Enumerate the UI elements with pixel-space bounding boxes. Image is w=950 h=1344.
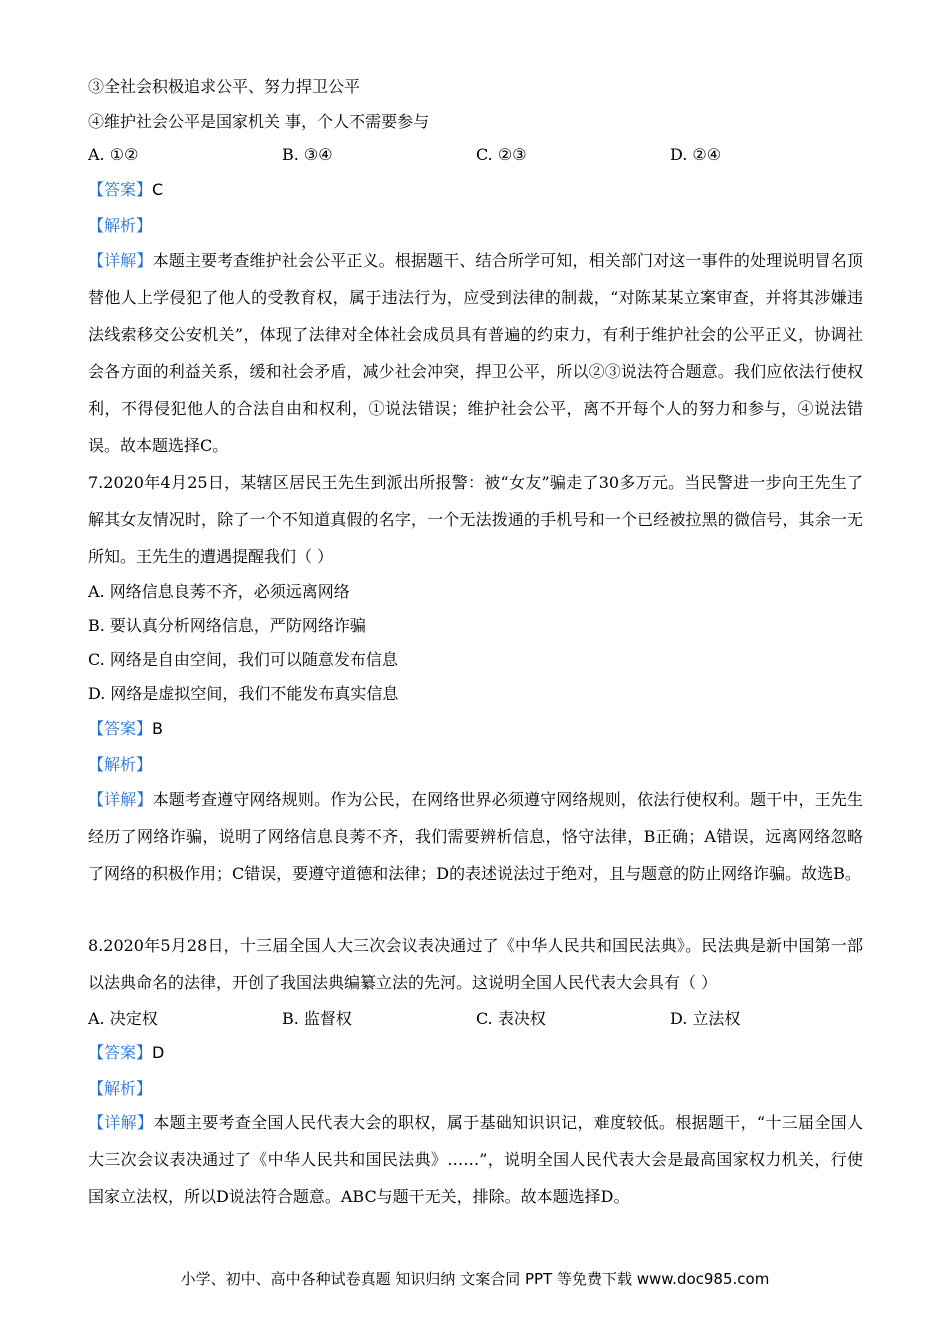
q8-analysis-tag xyxy=(88,1077,152,1101)
q8-answer xyxy=(88,1041,164,1065)
analysis-tag: 【解析】 xyxy=(88,1079,153,1098)
q6-answer xyxy=(88,178,163,202)
q7-answer xyxy=(88,717,163,741)
detail-tag: 【详解】 xyxy=(88,790,153,809)
page-footer: 小学、初中、高中各种试卷真题 知识归纳 文案合同 PPT 等免费下载 www.doc985.com xyxy=(180,1270,770,1288)
q6-item-3: ③全社会积极追求公平、努力捍卫公平 xyxy=(88,77,361,96)
q8-option-d: D. 立法权 xyxy=(670,1009,741,1028)
q6-option-c: C. ②③ xyxy=(476,145,527,164)
q8-option-c: C. 表决权 xyxy=(476,1009,546,1028)
answer-value: B xyxy=(152,719,163,738)
detail-text: 本题考查遵守网络规则。作为公民，在网络世界必须遵守网络规则，依法行使权利。题干中，王先生经历了网络诈骗，说明了网络信息良莠不齐，我们需要辨析信息，恪守法律，B正确；A错误，远离网络忽略了网络的积极作用；C错误，要遵守道德和法律；D的表述说法过于绝对，且与题意的防止网络诈骗。故选B。 xyxy=(88,790,863,883)
q7-detail xyxy=(88,781,863,892)
q8-option-a: A. 决定权 xyxy=(88,1009,158,1028)
q6-analysis-tag xyxy=(88,214,152,238)
analysis-tag: 【解析】 xyxy=(88,755,153,774)
detail-text: 本题主要考查维护社会公平正义。根据题干、结合所学可知，相关部门对这一事件的处理说明冒名顶替他人上学侵犯了他人的受教育权，属于违法行为，应受到法律的制裁，“对陈某某立案审查，并将其涉嫌违法线索移交公安机关”，体现了法律对全体社会成员具有普遍的约束力，有利于维护社会的公平正义，协调社会各方面的利益关系，缓和社会矛盾，减少社会冲突，捍卫公平，所以②③说法符合题意。我们应依法行使权利，不得侵犯他人的合法自由和权利，①说法错误；维护社会公平，离不开每个人的努力和参与，④说法错误。故本题选择C。 xyxy=(88,251,863,455)
q6-option-a: A. ①② xyxy=(88,145,139,164)
answer-tag: 【答案】 xyxy=(88,180,153,199)
q7-option-c: C. 网络是自由空间，我们可以随意发布信息 xyxy=(88,650,398,669)
answer-value: C xyxy=(152,180,164,199)
q6-option-d: D. ②④ xyxy=(670,145,722,164)
answer-tag: 【答案】 xyxy=(88,1043,153,1062)
q8-option-b: B. 监督权 xyxy=(282,1009,352,1028)
detail-text: 本题主要考查全国人民代表大会的职权，属于基础知识识记，难度较低。根据题干，“十三届全国人大三次会议表决通过了《中华人民共和国民法典》……”，说明全国人民代表大会是最高国家权力机关，行使国家立法权，所以D说法符合题意。ABC与题干无关，排除。故本题选择D。 xyxy=(88,1113,863,1206)
q6-detail xyxy=(88,242,863,464)
analysis-tag: 【解析】 xyxy=(88,216,153,235)
q7-option-d: D. 网络是虚拟空间，我们不能发布真实信息 xyxy=(88,684,399,703)
answer-value: D xyxy=(152,1043,165,1062)
q7-stem: 7.2020年4月25日，某辖区居民王先生到派出所报警：被“女友”骗走了30多万元。当民警进一步向王先生了解其女友情况时，除了一个不知道真假的名字，一个无法拨通的手机号和一个已经被拉黑的微信号，其余一无所知。王先生的遭遇提醒我们（ ） xyxy=(88,473,863,566)
q8-detail xyxy=(88,1104,863,1215)
detail-tag: 【详解】 xyxy=(88,1113,154,1132)
detail-tag: 【详解】 xyxy=(88,251,153,270)
q8-stem: 8.2020年5月28日，十三届全国人大三次会议表决通过了《中华人民共和国民法典》。民法典是新中国第一部以法典命名的法律，开创了我国法典编纂立法的先河。这说明全国人民代表大会具有（ ） xyxy=(88,936,863,992)
q7-option-b: B. 要认真分析网络信息，严防网络诈骗 xyxy=(88,616,366,635)
answer-tag: 【答案】 xyxy=(88,719,153,738)
q7-option-a: A. 网络信息良莠不齐，必须远离网络 xyxy=(88,582,350,601)
q6-item-4: ④维护社会公平是国家机关 事，个人不需要参与 xyxy=(88,112,430,131)
q7-analysis-tag xyxy=(88,753,152,777)
q6-option-b: B. ③④ xyxy=(282,145,333,164)
